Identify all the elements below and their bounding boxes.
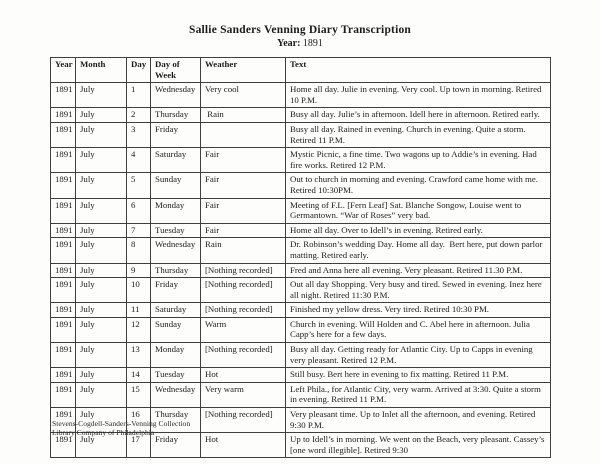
cell-year: 1891 [51, 343, 76, 368]
cell-year: 1891 [51, 108, 76, 123]
cell-month: July [76, 198, 127, 223]
cell-text: Still busy. Bert here in evening to fix matting. Retired 11 P.M. [286, 368, 551, 383]
cell-day_of_week: Sunday [151, 173, 201, 198]
cell-weather: Rain [201, 238, 286, 263]
cell-year: 1891 [51, 317, 76, 342]
table-row [51, 278, 551, 303]
cell-year: 1891 [51, 433, 76, 458]
column-header-day_of_week: Day of Week [151, 58, 201, 83]
cell-year: 1891 [51, 223, 76, 238]
cell-day_of_week: Friday [151, 122, 201, 147]
year-label: Year: [277, 38, 301, 49]
cell-text: Finished my yellow dress. Very tired. Retired 10:30 PM. [286, 303, 551, 318]
cell-day: 16 [127, 408, 151, 433]
table-header-row [51, 58, 551, 83]
cell-year: 1891 [51, 368, 76, 383]
cell-month: July [76, 122, 127, 147]
cell-text: Up to Idell’s in morning. We went on the Beach, very pleasant. Cassey’s [one word illegible]. Retired 9:30 [286, 433, 551, 458]
table-row [51, 173, 551, 198]
cell-day_of_week: Thursday [151, 408, 201, 433]
cell-day_of_week: Friday [151, 278, 201, 303]
cell-text: Busy all day. Rained in evening. Church in evening. Quite a storm. Retired 11 P.M. [286, 122, 551, 147]
cell-day_of_week: Saturday [151, 148, 201, 173]
cell-day: 8 [127, 238, 151, 263]
cell-year: 1891 [51, 382, 76, 407]
cell-month: July [76, 173, 127, 198]
table-row [51, 317, 551, 342]
cell-text: Home all day. Julie in evening. Very cool. Up town in morning. Retired 10 P.M. [286, 83, 551, 108]
cell-day_of_week: Wednesday [151, 382, 201, 407]
table-row [51, 343, 551, 368]
table-header [51, 58, 551, 83]
cell-month: July [76, 317, 127, 342]
cell-year: 1891 [51, 408, 76, 433]
cell-text: Church in evening. Will Holden and C. Abel here in afternoon. Julia Capp’s here for a few days. [286, 317, 551, 342]
cell-day: 11 [127, 303, 151, 318]
cell-weather: [Nothing recorded] [201, 303, 286, 318]
cell-weather: Hot [201, 433, 286, 458]
cell-day_of_week: Sunday [151, 317, 201, 342]
column-header-weather: Weather [201, 58, 286, 83]
cell-day: 9 [127, 263, 151, 278]
cell-day: 4 [127, 148, 151, 173]
cell-weather: Very warm [201, 382, 286, 407]
footer [52, 419, 190, 437]
cell-weather [201, 122, 286, 147]
cell-day: 12 [127, 317, 151, 342]
cell-weather: Very cool [201, 83, 286, 108]
cell-weather: [Nothing recorded] [201, 278, 286, 303]
table-row [51, 108, 551, 123]
cell-weather: Warm [201, 317, 286, 342]
footer-collection: Stevens-Cogdell-Sanders-Venning Collection [52, 419, 191, 428]
cell-year: 1891 [51, 83, 76, 108]
cell-day: 7 [127, 223, 151, 238]
cell-day: 5 [127, 173, 151, 198]
cell-text: Meeting of F.L. [Fern Leaf] Sat. Blanche Songow, Louise went to Germantown. “War of Roses” very bad. [286, 198, 551, 223]
cell-weather: [Nothing recorded] [201, 263, 286, 278]
cell-weather: Rain [201, 108, 286, 123]
cell-month: July [76, 83, 127, 108]
cell-day: 10 [127, 278, 151, 303]
cell-month: July [76, 433, 127, 458]
cell-weather: Fair [201, 173, 286, 198]
cell-month: July [76, 408, 127, 433]
table-row [51, 122, 551, 147]
cell-weather: [Nothing recorded] [201, 343, 286, 368]
page-title: Sallie Sanders Venning Diary Transcription [188, 24, 412, 36]
cell-day_of_week: Monday [151, 198, 201, 223]
diary-table [50, 57, 551, 458]
cell-day: 1 [127, 83, 151, 108]
cell-text: Out to church in morning and evening. Crawford came home with me. Retired 10:30PM. [286, 173, 551, 198]
cell-text: Very pleasant time. Up to Inlet all the afternoon, and evening. Retired 9:30 P.M. [286, 408, 551, 433]
cell-weather: Hot [201, 368, 286, 383]
cell-month: July [76, 368, 127, 383]
year-line [0, 38, 600, 49]
cell-text: Home all day. Over to Idell’s in evening. Retired early. [286, 223, 551, 238]
cell-month: July [76, 223, 127, 238]
cell-weather: Fair [201, 148, 286, 173]
column-header-month: Month [76, 58, 127, 83]
cell-day_of_week: Wednesday [151, 83, 201, 108]
cell-year: 1891 [51, 263, 76, 278]
table-row [51, 223, 551, 238]
cell-month: July [76, 303, 127, 318]
cell-day_of_week: Tuesday [151, 368, 201, 383]
column-header-year: Year [51, 58, 76, 83]
cell-day_of_week: Tuesday [151, 223, 201, 238]
cell-day_of_week: Thursday [151, 263, 201, 278]
cell-month: July [76, 382, 127, 407]
footer-company: Library Company of Philadelphia [52, 428, 155, 438]
cell-day_of_week: Wednesday [151, 238, 201, 263]
cell-text: Mystic Picnic, a fine time. Two wagons up to Addie’s in evening. Had fire works. Retired 12 P.M. [286, 148, 551, 173]
cell-year: 1891 [51, 238, 76, 263]
cell-year: 1891 [51, 303, 76, 318]
table-row [51, 83, 551, 108]
table-row [51, 382, 551, 407]
cell-month: July [76, 343, 127, 368]
cell-weather: Fair [201, 223, 286, 238]
table-row [51, 368, 551, 383]
cell-year: 1891 [51, 148, 76, 173]
cell-text: Left Phila., for Atlantic City, very warm. Arrived at 3:30. Quite a storm in evening. Retired 11 P.M. [286, 382, 551, 407]
cell-day: 2 [127, 108, 151, 123]
cell-year: 1891 [51, 173, 76, 198]
cell-year: 1891 [51, 198, 76, 223]
cell-text: Busy all day. Julie’s in afternoon. Idell here in afternoon. Retired early. [286, 108, 551, 123]
table-row [51, 238, 551, 263]
cell-text: Out all day Shopping. Very busy and tired. Sewed in evening. Inez here all night. Retired 11:30 P.M. [286, 278, 551, 303]
cell-day: 15 [127, 382, 151, 407]
table-row [51, 198, 551, 223]
cell-day: 6 [127, 198, 151, 223]
year-value: 1891 [302, 38, 323, 49]
cell-day: 17 [127, 433, 151, 458]
table-row [51, 148, 551, 173]
table-row [51, 263, 551, 278]
cell-text: Fred and Anna here all evening. Very pleasant. Retired 11.30 P.M. [286, 263, 551, 278]
cell-day_of_week: Saturday [151, 303, 201, 318]
cell-text: Dr. Robinson’s wedding Day. Home all day. Bert here, put down parlor matting. Retired early. [286, 238, 551, 263]
column-header-text: Text [286, 58, 551, 83]
cell-text: Busy all day. Getting ready for Atlantic City. Up to Capps in evening very pleasant. Retired 12 P.M. [286, 343, 551, 368]
cell-year: 1891 [51, 122, 76, 147]
table-row [51, 303, 551, 318]
table-body [51, 83, 551, 458]
cell-day_of_week: Monday [151, 343, 201, 368]
cell-month: July [76, 108, 127, 123]
cell-month: July [76, 238, 127, 263]
cell-month: July [76, 263, 127, 278]
diary-table-container [50, 57, 550, 458]
cell-month: July [76, 148, 127, 173]
cell-day_of_week: Thursday [151, 108, 201, 123]
cell-month: July [76, 278, 127, 303]
column-header-day: Day [127, 58, 151, 83]
cell-weather: Fair [201, 198, 286, 223]
cell-day_of_week: Friday [151, 433, 201, 458]
cell-day: 13 [127, 343, 151, 368]
cell-day: 3 [127, 122, 151, 147]
cell-weather: [Nothing recorded] [201, 408, 286, 433]
cell-day: 14 [127, 368, 151, 383]
cell-year: 1891 [51, 278, 76, 303]
